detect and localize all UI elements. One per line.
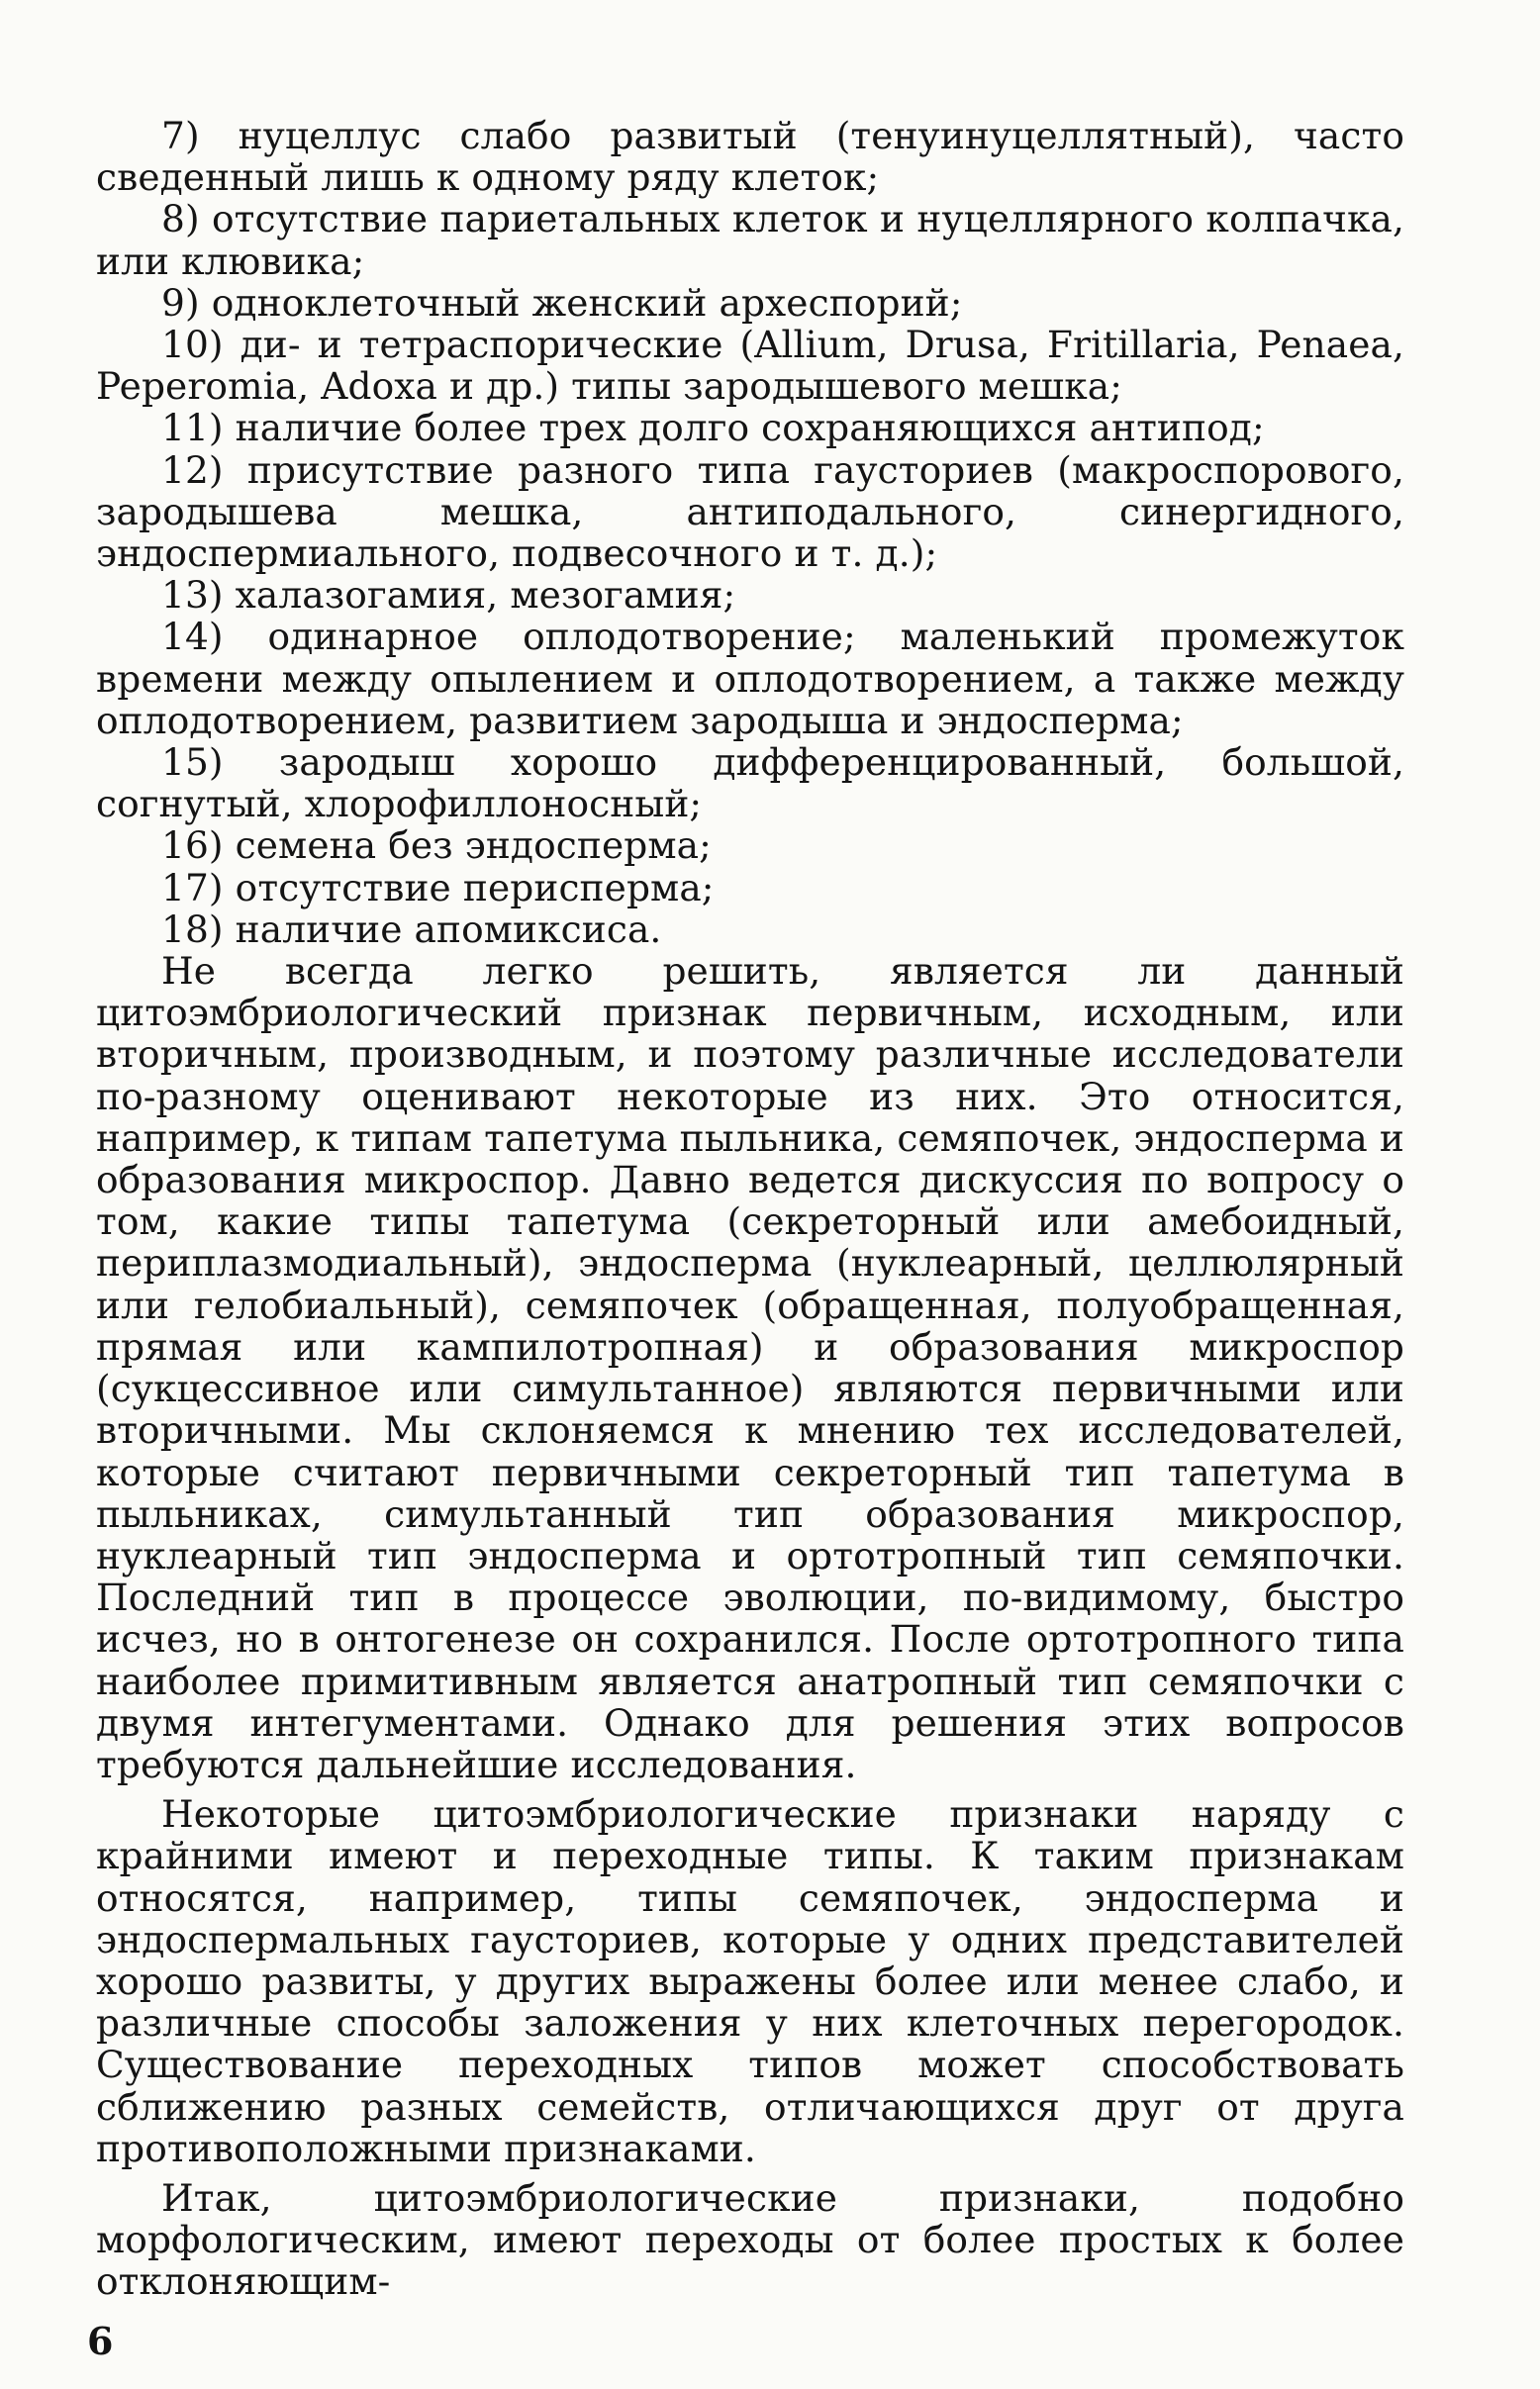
list-item-9: 9) одноклеточный женский археспорий; <box>161 280 963 325</box>
list-item-12: 12) присутствие разного типа гаусториев (макроспорового, зародышева мешка, антиподального, синергидного, эндоспермиального, подвесочного и т. д.); <box>96 447 1404 576</box>
paragraph-transitional-types: Некоторые цитоэмбриологические признаки наряду с крайними имеют и переходные типы. К таким признакам относятся, например, типы семяпочек, эндосперма и эндоспермальных гаусториев, которые у одних представителей хорошо развиты, у других выражены более или менее слабо, и различные способы заложения у них клеточных перегородок. Существование переходных типов может способствовать сближению разных семейств, отличающихся друг от друга противоположными признаками. <box>96 1792 1404 2170</box>
list-item-10: 10) ди- и тетраспорические (Allium, Drusa, Fritillaria, Penaea, Peperomia, Adoxa и др.) типы зародышевого мешка; <box>96 323 1404 409</box>
list-item-13: 13) халазогамия, мезогамия; <box>161 573 736 618</box>
list-item-11: 11) наличие более трех долго сохраняющихся антипод; <box>161 406 1265 450</box>
list-item-8: 8) отсутствие париетальных клеток и нуцеллярного колпачка, или клювика; <box>96 197 1404 283</box>
page-number: 6 <box>87 2319 114 2363</box>
list-item-18: 18) наличие апомиксиса. <box>161 907 662 951</box>
list-item-7: 7) нуцеллус слабо развитый (тенуинуцеллятный), часто сведенный лишь к одному ряду клеток; <box>96 114 1404 200</box>
list-item-15: 15) зародыш хорошо дифференцированный, большой, согнутый, хлорофиллоносный; <box>96 740 1404 826</box>
feature-list <box>96 115 1404 950</box>
page-body <box>96 115 1404 2303</box>
list-item-14: 14) одинарное оплодотворение; маленький промежуток времени между опылением и оплодотворением, а также между оплодотворением, развитием зародыша и эндосперма; <box>96 615 1404 742</box>
paragraph-conclusion: Итак, цитоэмбриологические признаки, подобно морфологическим, имеют переходы от более простых к более отклоняющим- <box>96 2175 1404 2304</box>
list-item-17: 17) отсутствие перисперма; <box>161 865 715 909</box>
list-item-16: 16) семена без эндосперма; <box>161 823 712 868</box>
paragraph-primary-features: Не всегда легко решить, является ли данный цитоэмбриологический признак первичным, исходным, или вторичным, производным, и поэтому различные исследователи по-разному оценивают некоторые из них. Это относится, например, к типам тапетума пыльника, семяпочек, эндосперма и образования микроспор. Давно ведется дискуссия по вопросу о том, какие типы тапетума (секреторный или амебоидный, периплазмодиальный), эндосперма (нуклеарный, целлюлярный или гелобиальный), семяпочек (обращенная, полуобращенная, прямая или кампилотропная) и образования микроспор (сукцессивное или симультанное) являются первичными или вторичными. Мы склоняемся к мнению тех исследователей, которые считают первичными секреторный тип тапетума в пыльниках, симультанный тип образования микроспор, нуклеарный тип эндосперма и ортотропный тип семяпочки. Последний тип в процессе эволюции, по-видимому, быстро исчез, но в онтогенезе он сохранился. После ортотропного типа наиболее примитивным является анатропный тип семяпочки с двумя интегументами. Однако для решения этих вопросов требуются дальнейшие исследования. <box>96 949 1404 1786</box>
